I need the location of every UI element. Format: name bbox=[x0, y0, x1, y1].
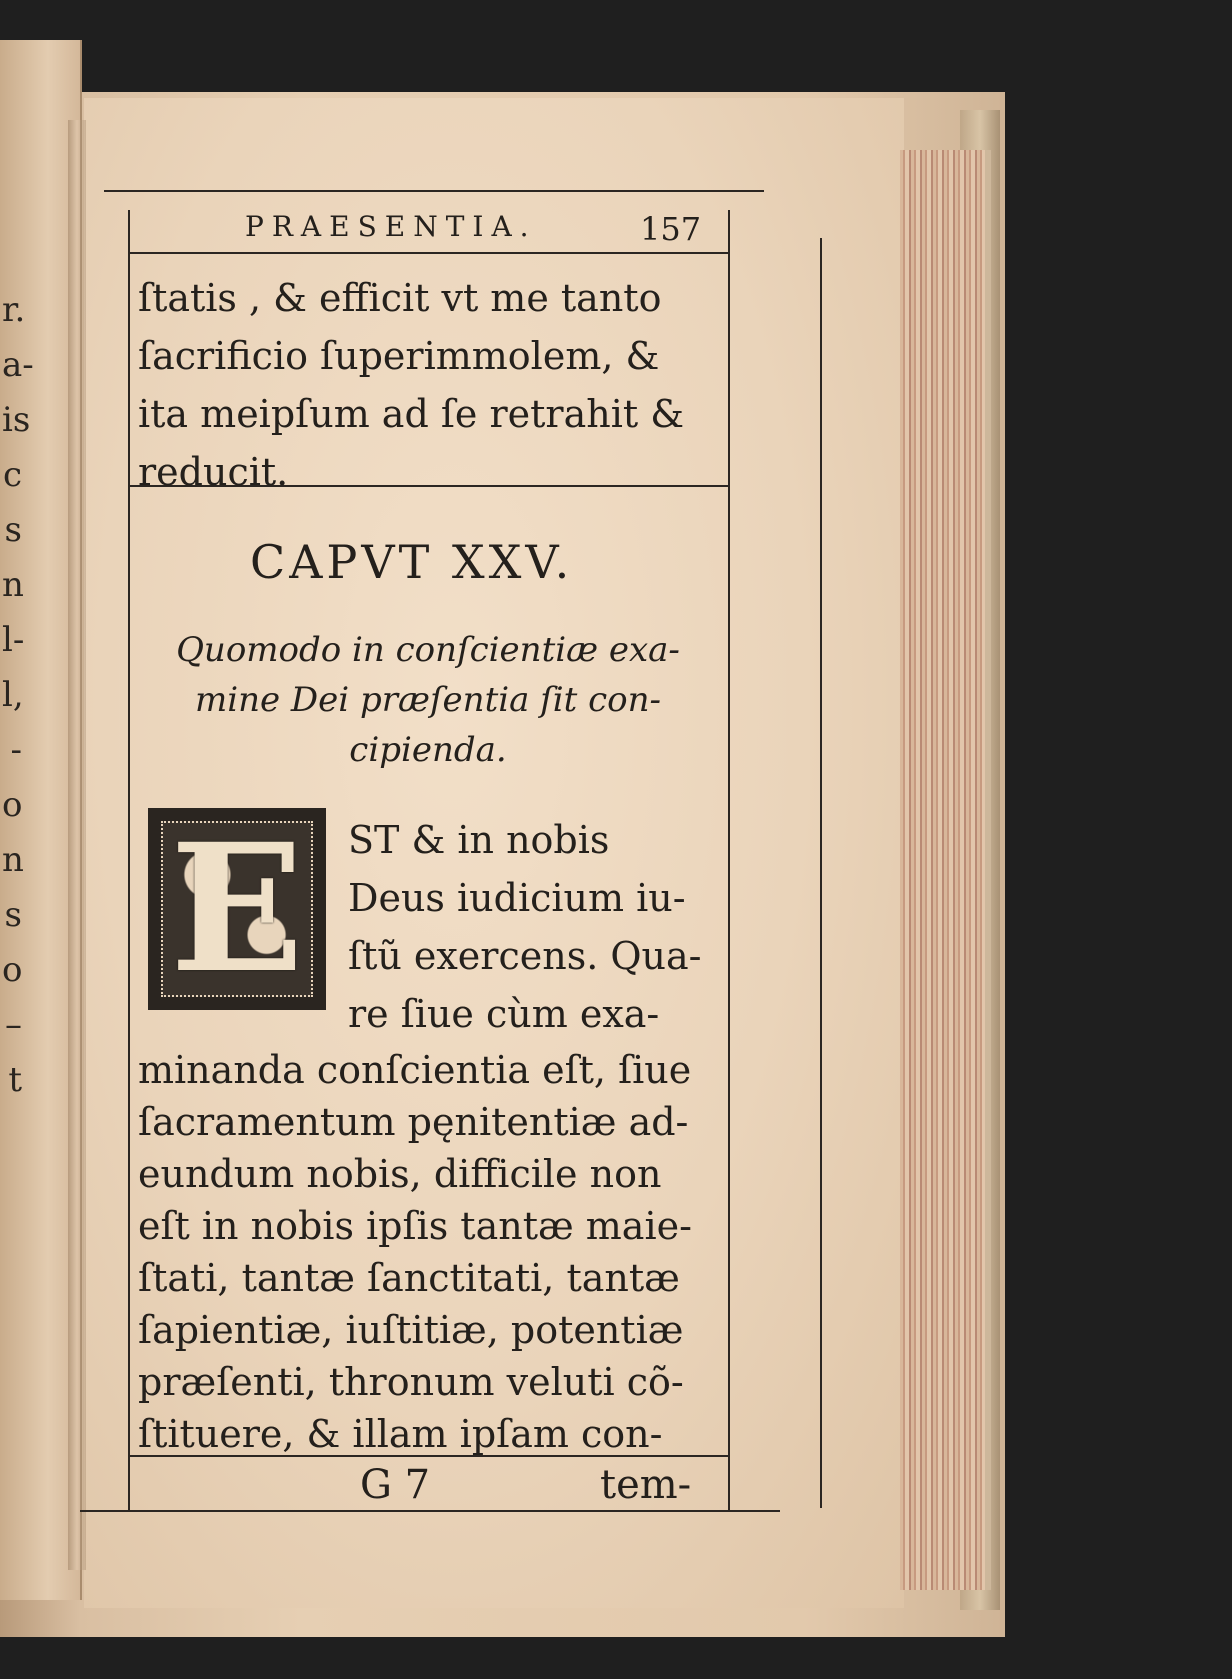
initial-line: ſtũ exercens. Qua- bbox=[348, 934, 702, 978]
prev-mark: n bbox=[2, 565, 24, 605]
initial-line: Deus iudicium iu- bbox=[348, 876, 686, 920]
continuation-line: ſacrificio ſuperimmolem, & bbox=[138, 334, 660, 378]
previous-page-marks bbox=[2, 290, 34, 1115]
prev-mark: is bbox=[2, 400, 31, 440]
page-number: 157 bbox=[640, 210, 702, 248]
initial-letter: E bbox=[169, 805, 305, 1012]
body-line: ſapientiæ, iuſtitiæ, potentiæ bbox=[138, 1308, 684, 1352]
prev-mark: n bbox=[2, 840, 24, 880]
prev-mark: s bbox=[4, 510, 22, 550]
prev-mark: l- bbox=[2, 620, 25, 660]
prev-mark: - bbox=[10, 730, 22, 770]
body-line: eſt in nobis ipſis tantæ maie- bbox=[138, 1204, 692, 1248]
continuation-line: reducit. bbox=[138, 450, 289, 494]
head-rule bbox=[128, 252, 728, 254]
chapter-subtitle-line: cipienda. bbox=[349, 730, 507, 770]
prev-mark: r. bbox=[2, 290, 26, 330]
body-line: minanda conſcientia eſt, ſiue bbox=[138, 1048, 692, 1092]
bottom-rule bbox=[80, 1510, 780, 1512]
body-line: ſtati, tantæ ſanctitati, tantæ bbox=[138, 1256, 680, 1300]
catchword: tem- bbox=[600, 1462, 692, 1508]
decorated-initial bbox=[148, 805, 326, 1012]
prev-mark: a- bbox=[2, 345, 34, 385]
prev-mark: t bbox=[8, 1060, 22, 1100]
signature-mark: G 7 bbox=[360, 1462, 431, 1508]
prev-mark: o bbox=[2, 950, 23, 990]
continuation-line: ita meipſum ad ſe retrahit & bbox=[138, 392, 685, 436]
body-line: præſenti, thronum veluti cõ- bbox=[138, 1360, 684, 1404]
body-line: ſtituere, & illam ipſam con- bbox=[138, 1412, 663, 1456]
body-line: ſacramentum pęnitentiæ ad- bbox=[138, 1100, 689, 1144]
page-block-edges bbox=[900, 150, 991, 1590]
body-line: eundum nobis, difficile non bbox=[138, 1152, 662, 1196]
outer-rule bbox=[820, 238, 822, 1508]
initial-line: ST & in nobis bbox=[348, 818, 610, 862]
prev-mark: l, bbox=[2, 675, 24, 715]
prev-mark: – bbox=[5, 1005, 22, 1045]
top-rule bbox=[104, 190, 764, 192]
initial-line: re ſiue cùm exa- bbox=[348, 992, 660, 1036]
running-head: PRAESENTIA. bbox=[245, 210, 537, 243]
prev-mark: o bbox=[2, 785, 23, 825]
spine-fold bbox=[68, 120, 86, 1570]
chapter-subtitle-line: mine Dei præſentia ſit con- bbox=[194, 680, 662, 720]
prev-mark: s bbox=[4, 895, 22, 935]
chapter-subtitle-line: Quomodo in conſcientiæ exa- bbox=[176, 630, 680, 670]
chapter-title: CAPVT XXV. bbox=[250, 535, 574, 589]
prev-mark: c bbox=[2, 455, 22, 495]
continuation-line: ſtatis , & efficit vt me tanto bbox=[138, 276, 662, 320]
